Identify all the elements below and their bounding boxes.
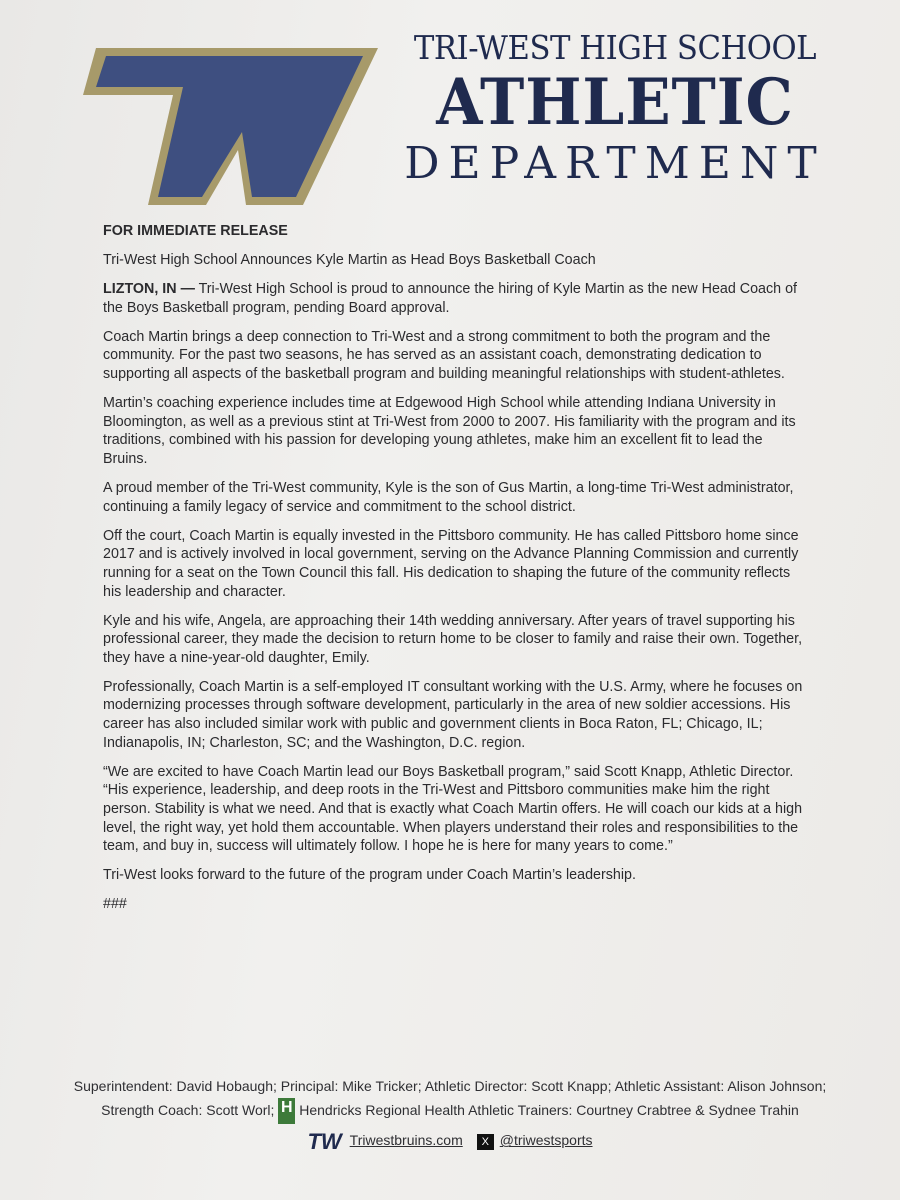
school-name: TRI-WEST HIGH SCHOOL (413, 28, 817, 67)
footer (40, 1074, 860, 1154)
x-logo-icon: X (477, 1134, 494, 1150)
department-title: DEPARTMENT (404, 138, 826, 189)
website-link[interactable]: Triwestbruins.com (349, 1132, 463, 1149)
paragraph: LIZTON, IN — Tri-West High School is proud to announce the hiring of Kyle Martin as the new Head Coach of the Boys Basketball program, pending Board approval. (103, 281, 797, 316)
staff-line-2: Strength Coach: Scott Worl; H Hendricks Regional Health Athletic Trainers: Courtney Crabtree & Sydnee Trahin (40, 1098, 860, 1124)
social-handle-link[interactable]: @triwestsports (499, 1132, 593, 1149)
athletic-title: ATHLETIC (436, 65, 794, 140)
staff-line-1: Superintendent: David Hobaugh; Principal: Mike Tricker; Athletic Director: Scott Knapp; Athletic Assistant: Alison Johnson; (73, 1078, 827, 1094)
paragraph: Martin’s coaching experience includes time at Edgewood High School while attending Indiana University in Bloomington, as well as a previous stint at Tri-West from 2000 to 2007. His familiarity with the program and its traditions, combined with his passion for developing young athletes, make him an excellent fit to lead the Bruins. (103, 395, 796, 467)
quote-paragraph: “We are excited to have Coach Martin lead our Boys Basketball program,” said Scott Knapp, Athletic Director. “His experience, leadership, and deep roots in the Tri-West and Pittsboro communities make him the right person. Stability is what we need. And that is exactly what Coach Martin offers. He will coach our kids at a high level, the right way, yet hold them accountable. When players understand their roles and responsibilities to the team, and buy in, success will ultimately follow. I hope he is here for many years to come.” (103, 763, 803, 855)
links-line (40, 1128, 860, 1153)
paragraph: Kyle and his wife, Angela, are approaching their 14th wedding anniversary. After years of travel supporting his professional career, they made the decision to return home to be closer to family and raise their own. Together, they have a nine-year-old daughter, Emily. (103, 612, 803, 666)
release-label: FOR IMMEDIATE RELEASE (103, 223, 288, 239)
press-release-body (103, 222, 803, 924)
tw-small-logo-icon: TW (307, 1128, 342, 1154)
paragraph: A proud member of the Tri-West community, Kyle is the son of Gus Martin, a long-time Tri-West administrator, continuing a family legacy of service and commitment to the school district. (103, 480, 794, 515)
hendricks-health-logo-icon: H (278, 1098, 295, 1124)
paragraph: Professionally, Coach Martin is a self-employed IT consultant working with the U.S. Army, where he focuses on modernizing processes through software development, particularly in the area of new soldier accessions. His career has also included similar work with public and government clients in Boca Raton, FL; Chicago, IL; Indianapolis, IN; Charleston, SC; and the Washington, D.C. region. (103, 678, 803, 751)
letterhead (385, 28, 845, 190)
tw-logo (78, 40, 393, 210)
paragraph: Tri-West looks forward to the future of the program under Coach Martin’s leadership. (103, 867, 636, 884)
dateline: LIZTON, IN — (103, 281, 195, 298)
end-mark: ### (103, 896, 127, 913)
paragraph: Coach Martin brings a deep connection to Tri-West and a strong commitment to both the program and the community. For the past two seasons, he has served as an assistant coach, demonstrating dedication to supporting all aspects of the basketball program and building meaningful relationships with student-athletes. (103, 328, 785, 383)
headline: Tri-West High School Announces Kyle Martin as Head Boys Basketball Coach (103, 252, 596, 269)
paragraph: Off the court, Coach Martin is equally invested in the Pittsboro community. He has called Pittsboro home since 2017 and is actively involved in local government, serving on the Advance Planning Commission and currently running for a seat on the Town Council this fall. His dedication to shaping the future of the community reflects his leadership and character. (103, 527, 799, 600)
